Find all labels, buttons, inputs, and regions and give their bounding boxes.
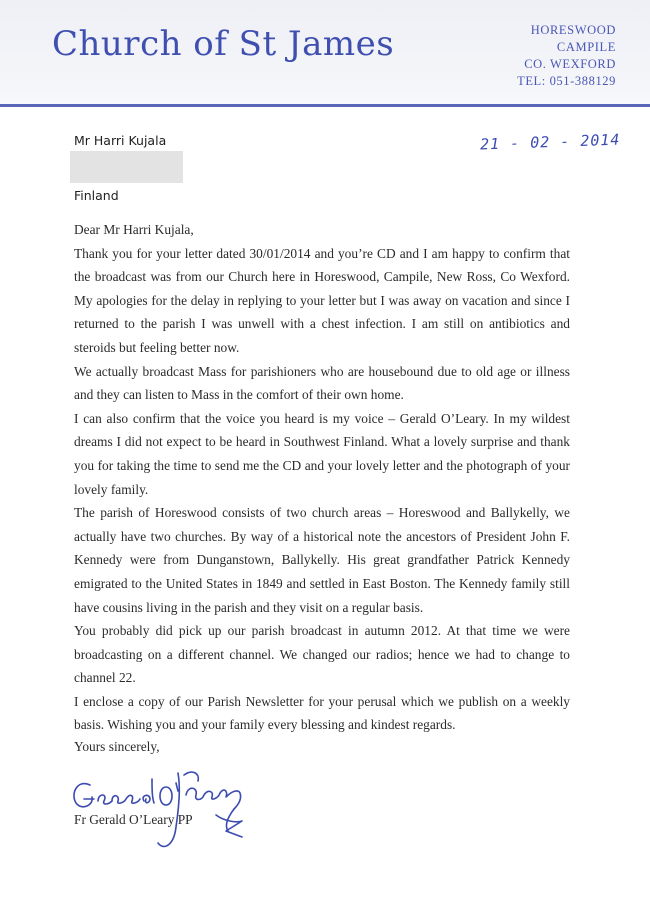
body-paragraph: You probably did pick up our parish broadcast in autumn 2012. At that time we were broadcasting on a different channel. We changed our radios; hence we had to change to channel 22. (74, 623, 570, 686)
handwritten-date: 21 - 02 - 2014 (479, 130, 621, 154)
body-paragraph: The parish of Horeswood consists of two church areas – Horeswood and Ballykelly, we actually have two churches. By way of a historical note the ancestors of President John F. Kennedy were from Dunganstown, Ballykelly. His great grandfather Patrick Kennedy emigrated to the United States in 1849 and settled in East Boston. The Kennedy family still have cousins living in the parish and they visit on a regular basis. (74, 505, 570, 615)
handwritten-signature (68, 765, 258, 855)
recipient-country: Finland (74, 188, 119, 203)
church-name: Church of St James (52, 24, 395, 64)
body-paragraph: I enclose a copy of our Parish Newsletter for your perusal which we publish on a weekly basis. Wishing you and your family every blessing and kindest regards. (74, 693, 570, 733)
recipient-name: Mr Harri Kujala (74, 133, 167, 148)
body-paragraph: We actually broadcast Mass for parishioners who are housebound due to old age or illness and they can listen to Mass in the comfort of their own home. (74, 363, 570, 403)
letter-body (74, 218, 570, 737)
letterhead (0, 0, 650, 106)
address-phone: TEL: 051-388129 (517, 74, 616, 88)
body-paragraph: Thank you for your letter dated 30/01/2014 and you’re CD and I am happy to confirm that the broadcast was from our Church here in Horeswood, Campile, New Ross, Co Wexford. My apologies for the delay in replying to your letter but I was away on vacation and since I returned to the parish I was unwell with a chest infection. I am still on antibiotics and steroids but feeling better now. (74, 245, 570, 355)
closing: Yours sincerely, (74, 739, 160, 754)
address-line: CO. WEXFORD (524, 57, 616, 71)
redacted-address-block (70, 151, 183, 183)
address-line: CAMPILE (556, 40, 616, 54)
church-address (517, 22, 616, 90)
signer-name: Fr Gerald O’Leary PP (74, 812, 193, 827)
salutation: Dear Mr Harri Kujala, (74, 222, 194, 237)
letterhead-divider (0, 104, 650, 107)
body-paragraph: I can also confirm that the voice you heard is my voice – Gerald O’Leary. In my wildest dreams I did not expect to be heard in Southwest Finland. What a lovely surprise and thank you for taking the time to send me the CD and your lovely letter and the photograph of your lovely family. (74, 410, 570, 497)
address-line: HORESWOOD (530, 23, 616, 37)
